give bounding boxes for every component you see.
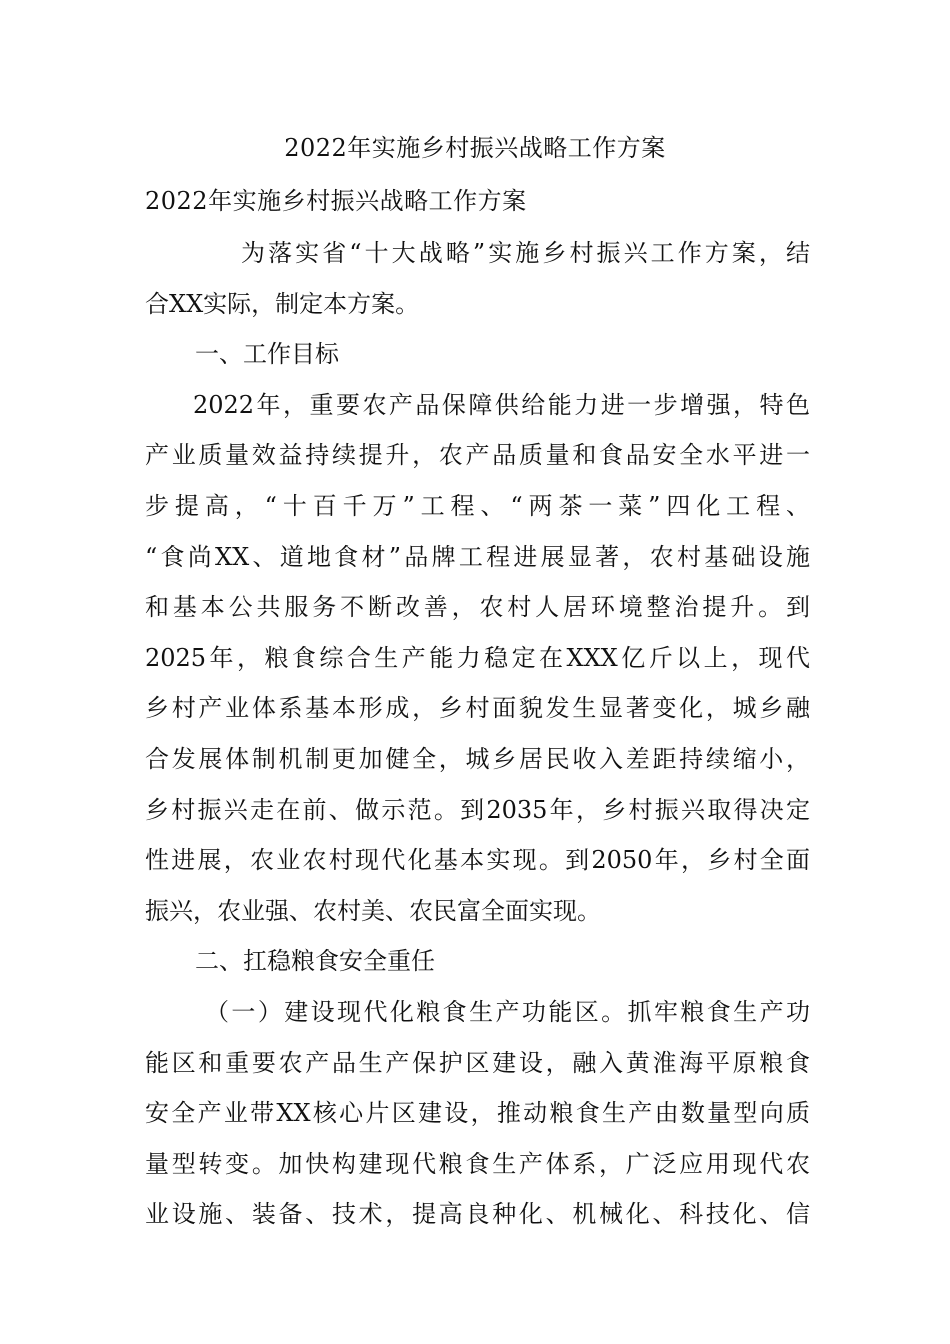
paragraph-line: （一）建设现代化粮食生产功能区。抓牢粮食生产功 [205, 997, 810, 1026]
document-title: 2022年实施乡村振兴战略工作方案 [284, 134, 666, 162]
paragraph-line: 量型转变。加快构建现代粮食生产体系，广泛应用现代农 [145, 1149, 810, 1178]
document-subtitle: 2022年实施乡村振兴战略工作方案 [145, 187, 527, 215]
paragraph-line: 能区和重要农产品生产保护区建设，融入黄淮海平原粮食 [145, 1048, 810, 1077]
paragraph-line: 步提高，“十百千万”工程、“两茶一菜”四化工程、 [145, 491, 810, 520]
paragraph-line: 振兴，农业强、农村美、农民富全面实现。 [145, 896, 601, 925]
paragraph-line: 2022年，重要农产品保障供给能力进一步增强，特色 [193, 390, 810, 419]
paragraph-line: 为落实省“十大战略”实施乡村振兴工作方案，结 [241, 239, 810, 267]
paragraph-line: 和基本公共服务不断改善，农村人居环境整治提升。到 [145, 593, 810, 622]
paragraph-line: 合发展体制机制更加健全，城乡居民收入差距持续缩小， [145, 744, 810, 773]
section-heading: 二、扛稳粮食安全重任 [195, 947, 435, 976]
paragraph-line: 产业质量效益持续提升，农产品质量和食品安全水平进一 [145, 441, 810, 470]
document-body [145, 228, 810, 1240]
section-heading: 一、工作目标 [195, 340, 339, 369]
paragraph-line: 乡村振兴走在前、做示范。到2035年，乡村振兴取得决定 [145, 795, 810, 824]
paragraph-line: 性进展，农业农村现代化基本实现。到2050年，乡村全面 [145, 846, 810, 875]
paragraph-line: 乡村产业体系基本形成，乡村面貌发生显著变化，城乡融 [145, 694, 810, 723]
paragraph-line: 合XX实际，制定本方案。 [145, 289, 420, 318]
paragraph-line: 业设施、装备、技术，提高良种化、机械化、科技化、信 [145, 1200, 810, 1229]
paragraph-line: 安全产业带XX核心片区建设，推动粮食生产由数量型向质 [145, 1099, 810, 1128]
paragraph-line: 2025年，粮食综合生产能力稳定在XXX亿斤以上，现代 [145, 643, 810, 672]
paragraph-line: “食尚XX、道地食材”品牌工程进展显著，农村基础设施 [145, 542, 810, 571]
